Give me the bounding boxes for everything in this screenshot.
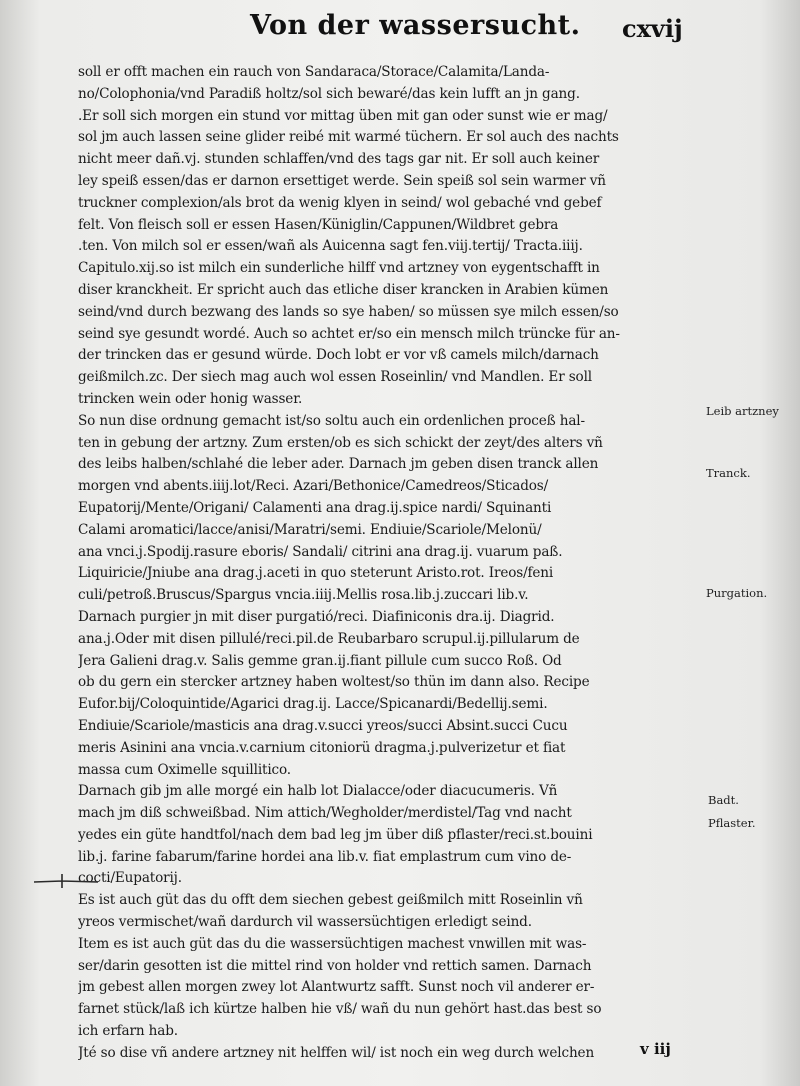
text-line: des leibs halben/schlahé die leber ader. Darnach jm geben disen tranck allen xyxy=(78,456,599,473)
text-line: seind sye gesundt wordé. Auch so achtet er/so ein mensch milch trüncke für an- xyxy=(78,325,620,342)
signature-mark: v iij xyxy=(640,1040,671,1058)
text-line: cocti/Eupatorij. xyxy=(78,870,182,887)
handwritten-bracket-mark xyxy=(32,872,102,890)
text-line: trincken wein oder honig wasser. xyxy=(78,390,303,407)
text-line: soll er offt machen ein rauch von Sandaraca/Storace/Calamita/Landa- xyxy=(78,64,550,80)
page-title: Von der wassersucht. xyxy=(250,10,581,41)
text-line: felt. Von fleisch soll er essen Hasen/Küniglin/Cappunen/Wildbret gebra xyxy=(78,216,559,233)
text-line: ob du gern ein stercker artzney haben woltest/so thün im dann also. Recipe xyxy=(78,674,590,691)
text-line: jm gebest allen morgen zwey lot Alantwurtz safft. Sunst noch vil anderer er- xyxy=(78,979,595,996)
text-line: Eupatorij/Mente/Origani/ Calamenti ana drag.ij.spice nardi/ Squinanti xyxy=(78,499,552,516)
text-line: Es ist auch güt das du offt dem siechen gebest geißmilch mitt Roseinlin vñ xyxy=(78,892,583,909)
margin-note-leibartzney: Leib artzney xyxy=(706,404,779,418)
text-line: sol jm auch lassen seine glider reibé mit warmé tüchern. Er sol auch des nachts xyxy=(78,129,619,146)
margin-note-badt: Badt. xyxy=(708,793,739,807)
text-line: Darnach gib jm alle morgé ein halb lot Dialacce/oder diacucumeris. Vñ xyxy=(78,783,558,800)
text-line: Calami aromatici/lacce/anisi/Maratri/semi. Endiuie/Scariole/Melonü/ xyxy=(78,521,542,538)
text-line: morgen vnd abents.iiij.lot/Reci. Azari/Bethonice/Camedreos/Sticados/ xyxy=(78,478,549,495)
text-line: geißmilch.zc. Der siech mag auch wol essen Roseinlin/ vnd Mandlen. Er soll xyxy=(78,369,592,386)
body-text xyxy=(78,62,706,1065)
text-line: diser kranckheit. Er spricht auch das etliche diser krancken in Arabien kümen xyxy=(78,281,609,298)
folio-number: cxvij xyxy=(622,14,683,43)
text-line: ser/darin gesotten ist die mittel rind von holder vnd rettich samen. Darnach xyxy=(78,957,592,974)
text-line: meris Asinini ana vncia.v.carnium citoniorü dragma.j.pulverizetur et fiat xyxy=(78,739,566,756)
text-line: ana vnci.j.Spodij.rasure eboris/ Sandali/ citrini ana drag.ij. vuarum paß. xyxy=(78,543,563,560)
text-line: ich erfarn hab. xyxy=(78,1023,178,1040)
text-line: culi/petroß.Bruscus/Spargus vncia.iiij.Mellis rosa.lib.j.zuccari lib.v. xyxy=(78,587,529,604)
text-line: .ten. Von milch sol er essen/wañ als Auicenna sagt fen.viij.tertij/ Tracta.iiij. xyxy=(78,238,583,255)
text-line: Eufor.bij/Coloquintide/Agarici drag.ij. Lacce/Spicanardi/Bedellij.semi. xyxy=(78,696,548,713)
text-line: Jté so dise vñ andere artzney nit helffen wil/ ist noch ein weg durch welchen xyxy=(78,1044,595,1061)
text-line: der trincken das er gesund würde. Doch lobt er vor vß camels milch/darnach xyxy=(78,347,599,364)
text-line: yreos vermischet/wañ dardurch vil wassersüchtigen erledigt seind. xyxy=(78,914,532,931)
text-line: Darnach purgier jn mit diser purgatió/reci. Diafiniconis dra.ij. Diagrid. xyxy=(78,608,555,625)
text-line: Liquiricie/Jniube ana drag.j.aceti in quo steterunt Aristo.rot. Ireos/feni xyxy=(78,565,554,582)
margin-note-purgation: Purgation. xyxy=(706,586,768,600)
text-line: farnet stück/laß ich kürtze halben hie vß/ wañ du nun gehört hast.das best so xyxy=(78,1001,602,1018)
text-line: seind/vnd durch bezwang des lands so sye haben/ so müssen sye milch essen/so xyxy=(78,303,619,320)
text-line: truckner complexion/als brot da wenig klyen in seind/ wol gebaché vnd gebef xyxy=(78,194,602,211)
margin-note-tranck: Tranck. xyxy=(706,466,751,480)
text-line: mach jm diß schweißbad. Nim attich/Wegholder/merdistel/Tag vnd nacht xyxy=(78,805,572,822)
text-line: lib.j. farine fabarum/farine hordei ana lib.v. fiat emplastrum cum vino de- xyxy=(78,848,572,865)
text-line: So nun dise ordnung gemacht ist/so soltu auch ein ordenlichen proceß hal- xyxy=(78,412,585,429)
text-line: ana.j.Oder mit disen pillulé/reci.pil.de Reubarbaro scrupul.ij.pillularum de xyxy=(78,630,580,647)
text-line: nicht meer dañ.vj. stunden schlaffen/vnd des tags gar nit. Er soll auch keiner xyxy=(78,151,600,168)
text-line: Item es ist auch güt das du die wassersüchtigen machest vnwillen mit was- xyxy=(78,935,587,952)
text-line: massa cum Oximelle squillitico. xyxy=(78,761,291,778)
text-line: Jera Galieni drag.v. Salis gemme gran.ij.fiant pillule cum succo Roß. Od xyxy=(78,652,562,669)
text-line: no/Colophonia/vnd Paradiß holtz/sol sich bewaré/das kein lufft an jn gang. xyxy=(78,85,580,102)
text-line: yedes ein güte handtfol/nach dem bad leg jm über diß pflaster/reci.st.bouini xyxy=(78,826,593,843)
text-line: ley speiß essen/das er darnon ersettiget werde. Sein speiß sol sein warmer vñ xyxy=(78,172,606,189)
margin-note-pflaster: Pflaster. xyxy=(708,816,756,830)
text-line: Endiuie/Scariole/masticis ana drag.v.succi yreos/succi Absint.succi Cucu xyxy=(78,717,568,734)
text-line: Capitulo.xij.so ist milch ein sunderliche hilff vnd artzney von eygentschafft in xyxy=(78,260,600,277)
text-line: ten in gebung der artzny. Zum ersten/ob es sich schickt der zeyt/des alters vñ xyxy=(78,434,603,451)
text-line: .Er soll sich morgen ein stund vor mittag üben mit gan oder sunst wie er mag/ xyxy=(78,107,608,124)
